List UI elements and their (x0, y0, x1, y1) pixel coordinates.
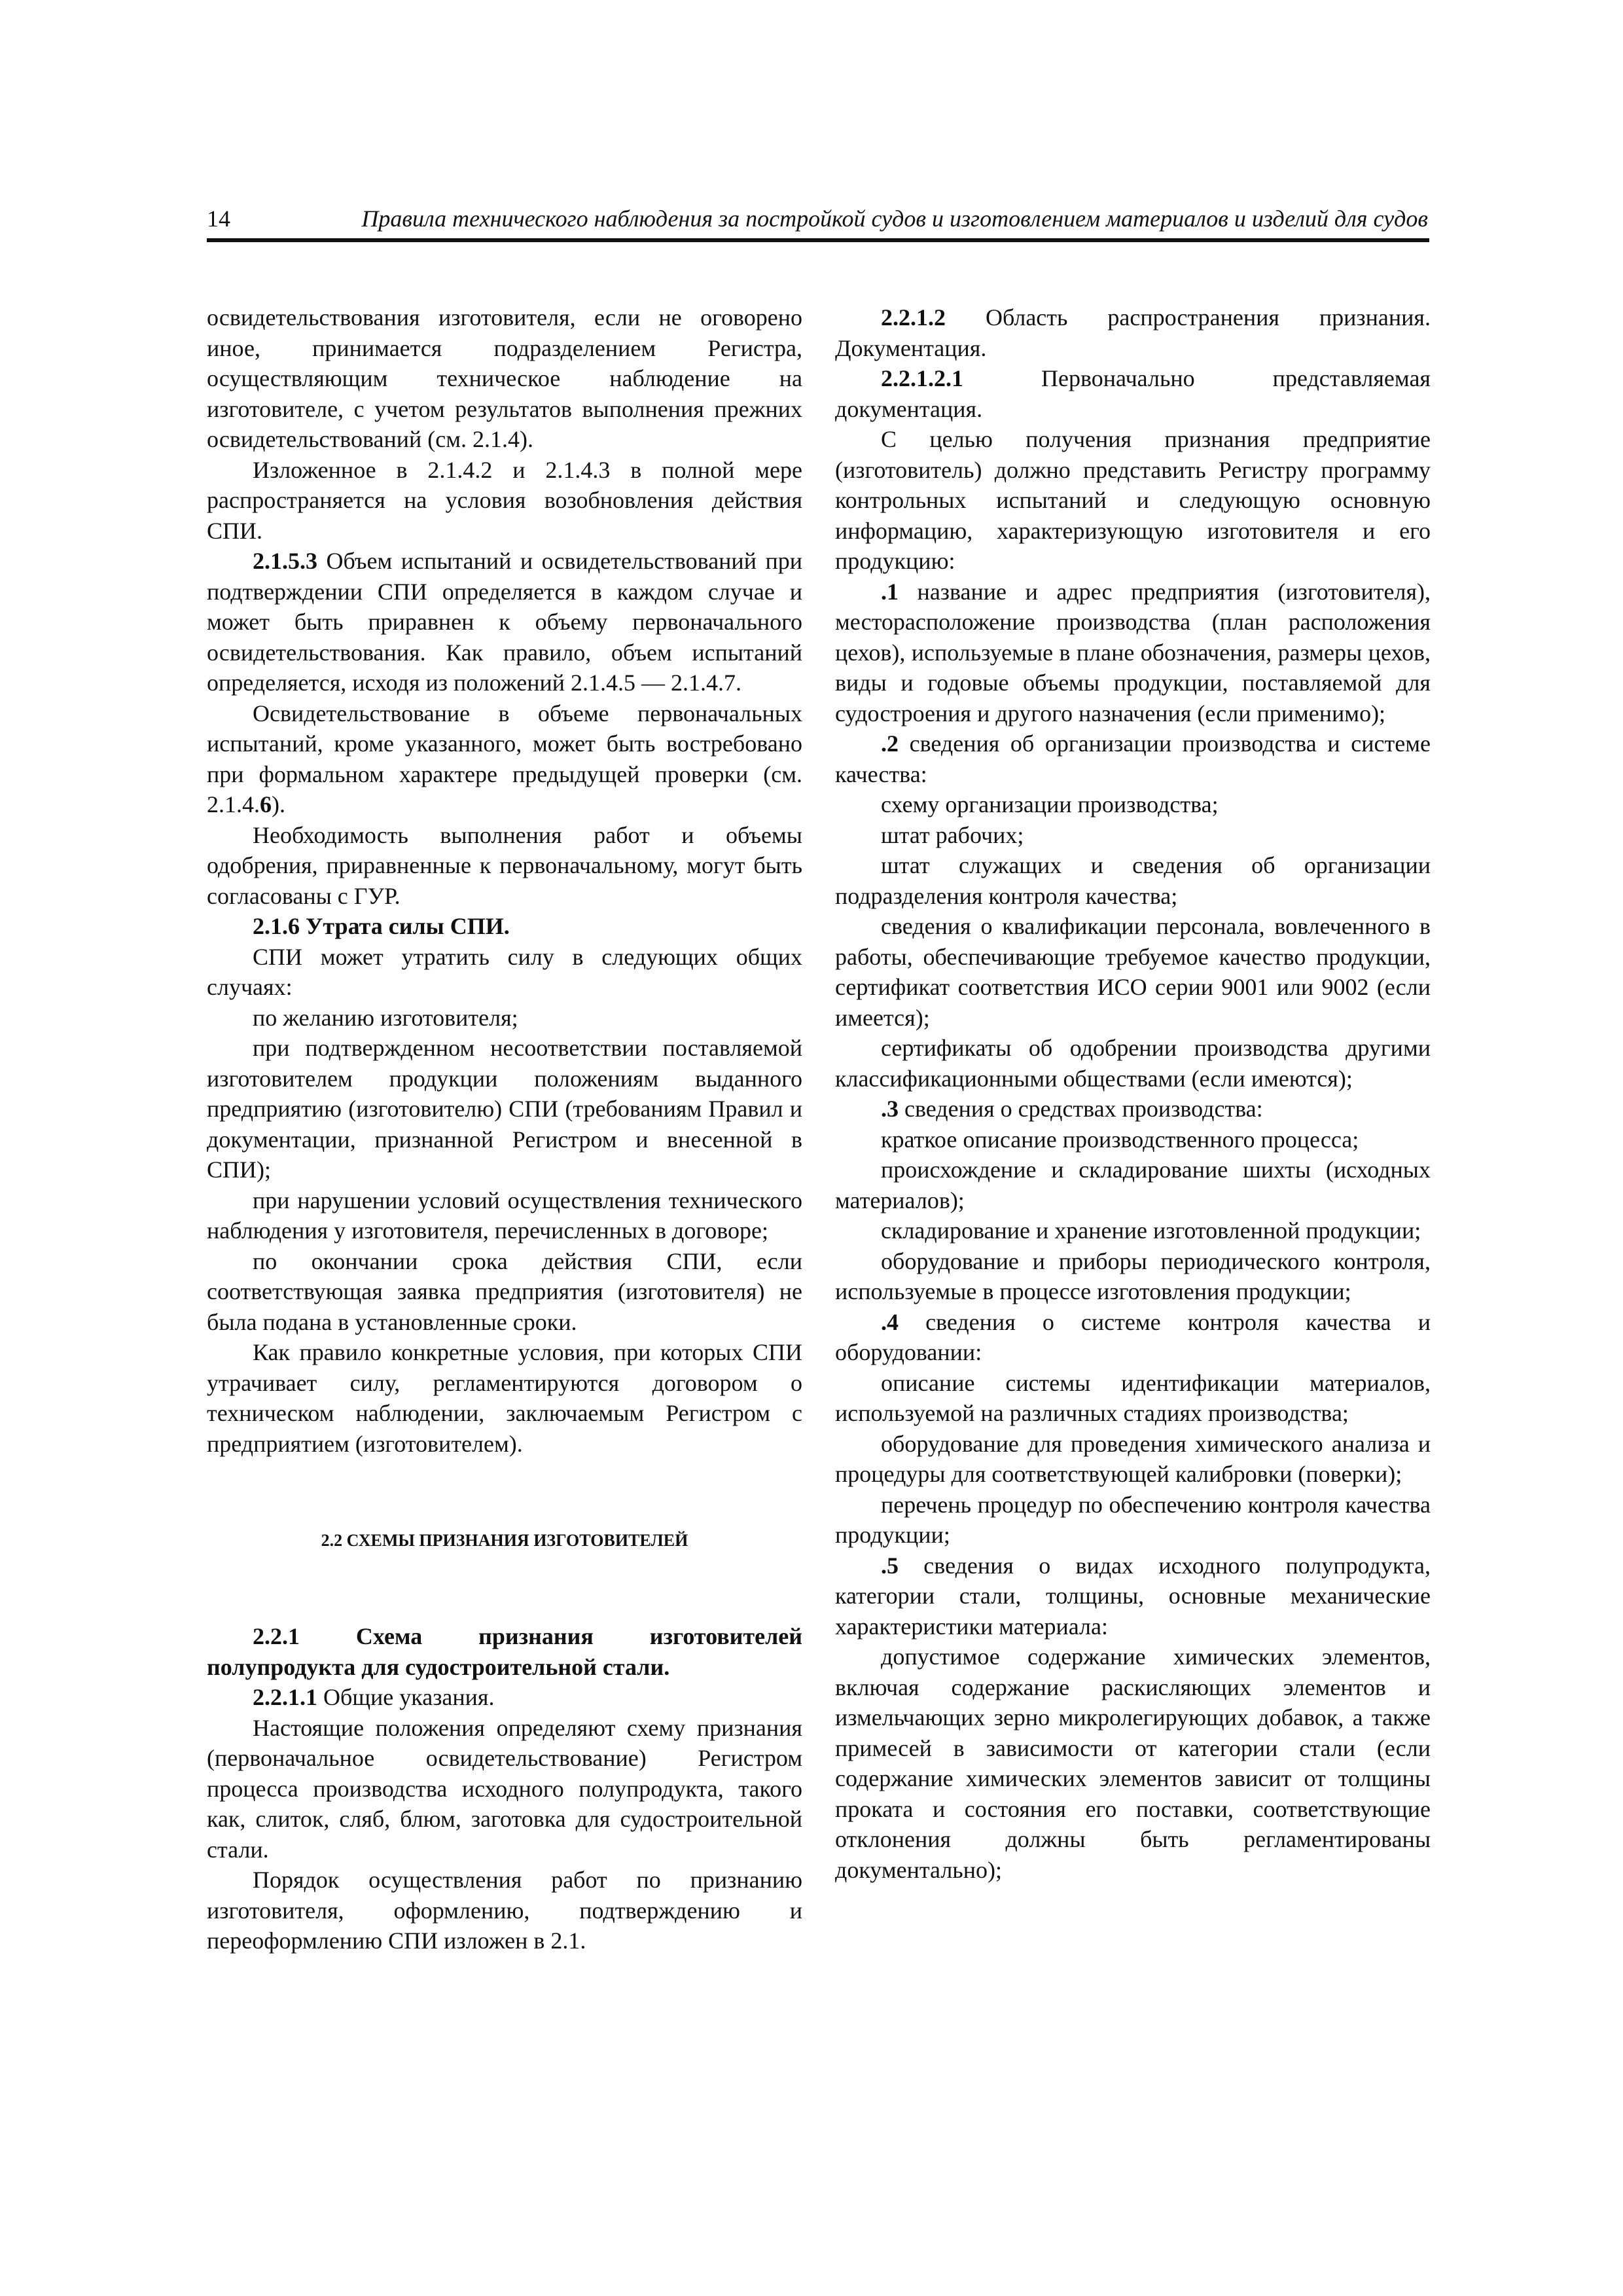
list-item: описание системы идентификации материалов, используемой на различных стадиях производства; (835, 1369, 1431, 1426)
list-item: оборудование для проведения химического анализа и процедуры для соответствующей калибровки (поверки); (835, 1430, 1431, 1487)
clause-number: 2.2.1.2 (881, 304, 946, 331)
list-item (835, 1551, 1431, 1642)
paragraph: освидетельствования изготовителя, если не оговорено иное, принимается подразделением Регистра, осуществляющим техническое наблюдение на изготовителе, с учетом результатов выполнения прежних освидетельствований (см. 2.1.4). (207, 304, 802, 452)
paragraph-text: ). (272, 791, 285, 817)
item-number: .5 (881, 1552, 899, 1579)
left-column (207, 302, 802, 1956)
list-item: штат рабочих; (881, 821, 1024, 848)
paragraph-text: сведения о системе контроля качества и оборудовании: (835, 1308, 1431, 1365)
paragraph-text: Область распространения признания. Документация. (835, 304, 1431, 361)
item-number: .3 (881, 1096, 899, 1122)
list-item (835, 1307, 1431, 1368)
item-number: .1 (881, 578, 899, 605)
paragraph: Как правило конкретные условия, при которых СПИ утрачивает силу, регламентируются договором о техническом наблюдении, заключаемым Регистром с предприятием (изготовителем). (207, 1339, 802, 1457)
list-item (835, 577, 1431, 729)
item-number: .4 (881, 1308, 899, 1335)
paragraph (835, 302, 1431, 363)
paragraph: Необходимость выполнения работ и объемы одобрения, приравненные к первоначальному, могут быть согласованы с ГУР. (207, 821, 802, 909)
list-item: происхождение и складирование шихты (исходных материалов); (835, 1157, 1431, 1213)
list-item: при подтвержденном несоответствии поставляемой изготовителем продукции положениям выданного предприятию (изготовителю) СПИ (требованиям Правил и документации, признанной Регистром и внесенной в СПИ); (207, 1035, 802, 1183)
list-item: оборудование и приборы периодического контроля, используемые в процессе изготовления продукции; (835, 1247, 1431, 1304)
clause-number: 2.2.1.2.1 (881, 365, 963, 391)
paragraph-text: Освидетельствование в объеме первоначальных испытаний, кроме указанного, может быть востребовано при формальном характере предыдущей проверки (см. 2.1.4. (207, 700, 802, 817)
page-header (207, 204, 1429, 242)
paragraph: Настоящие положения определяют схему признания (первоначальное освидетельствование) Регистром процесса производства исходного полупродукта, такого как, слиток, сляб, блюм, заготовка для судостроительной стали. (207, 1714, 802, 1863)
list-item: сведения о квалификации персонала, вовлеченного в работы, обеспечивающие требуемое качество продукции, сертификат соответствия ИСО серии 9001 или 9002 (если имеется); (835, 913, 1431, 1031)
list-item: при нарушении условий осуществления технического наблюдения у изготовителя, перечисленных в договоре; (207, 1187, 802, 1244)
paragraph-text: сведения об организации производства и системе качества: (835, 730, 1431, 787)
paragraph (207, 698, 802, 820)
paragraph-text: название и адрес предприятия (изготовителя), месторасположение производства (план расположения цехов), используемые в плане обозначения, размеры цехов, виды и годовые объемы продукции, поставляемой для судостроения и другого назначения (если применимо); (835, 578, 1431, 726)
clause-number: 2.1.5.3 (253, 548, 317, 574)
paragraph: С целью получения признания предприятие (изготовитель) должно представить Регистру программу контрольных испытаний и следующую основную информацию, характеризующую изготовителя и его продукцию: (835, 426, 1431, 574)
paragraph: СПИ может утратить силу в следующих общих случаях: (207, 943, 802, 1000)
paragraph-text: сведения о средствах производства: (899, 1096, 1263, 1122)
running-title: Правила технического наблюдения за постройкой судов и изготовлением материалов и изделий для судов (361, 206, 1428, 232)
list-item: сертификаты об одобрении производства другими классификационными обществами (если имеются); (835, 1035, 1431, 1092)
paragraph: Изложенное в 2.1.4.2 и 2.1.4.3 в полной мере распространяется на условия возобновления действия СПИ. (207, 456, 802, 544)
paragraph: Порядок осуществления работ по признанию изготовителя, оформлению, подтверждению и переоформлению СПИ изложен в 2.1. (207, 1867, 802, 1954)
paragraph-text: сведения о видах исходного полупродукта, категории стали, толщины, основные механические характеристики материала: (835, 1552, 1431, 1640)
paragraph (207, 1682, 802, 1713)
list-item: допустимое содержание химических элементов, включая содержание раскисляющих элементов и измельчающих зерно микролегирующих добавок, а также примесей в зависимости от категории стали (если содержание химических элементов зависит от толщины проката и состояния его поставки, соответствующие отклонения должны быть регламентированы документально); (835, 1643, 1431, 1883)
subsection-heading: 2.1.6 Утрата силы СПИ. (253, 913, 510, 939)
list-item (835, 1094, 1431, 1124)
list-item: краткое описание производственного процесса; (881, 1126, 1359, 1153)
item-number: .2 (881, 730, 899, 757)
right-column (835, 302, 1431, 1885)
list-item (835, 728, 1431, 789)
subsection-heading: 2.2.1 Схема признания изготовителей полупродукта для судостроительной стали. (207, 1623, 802, 1680)
paragraph-text: Общие указания. (317, 1684, 495, 1710)
paragraph (835, 363, 1431, 424)
list-item: перечень процедур по обеспечению контроля качества продукции; (835, 1491, 1431, 1548)
paragraph-text: Первоначально представляемая документация. (835, 365, 1431, 422)
list-item: схему организации производства; (881, 791, 1219, 817)
page-number: 14 (207, 206, 230, 232)
list-item: складирование и хранение изготовленной продукции; (881, 1217, 1421, 1244)
paragraph-text: Объем испытаний и освидетельствований при подтверждении СПИ определяется в каждом случае и может быть приравнен к объему первоначального освидетельствования. Как правило, объем испытаний определяется, исходя из положений 2.1.4.5 — 2.1.4.7. (207, 548, 802, 696)
list-item: по желанию изготовителя; (253, 1004, 518, 1031)
list-item: штат служащих и сведения об организации подразделения контроля качества; (835, 852, 1431, 909)
clause-number: 2.2.1.1 (253, 1684, 317, 1710)
reference-bold: 6 (260, 791, 272, 817)
section-heading: 2.2 СХЕМЫ ПРИЗНАНИЯ ИЗГОТОВИТЕЛЕЙ (321, 1531, 688, 1550)
list-item: по окончании срока действия СПИ, если соответствующая заявка предприятия (изготовителя) не была подана в установленные сроки. (207, 1247, 802, 1335)
paragraph (207, 546, 802, 698)
